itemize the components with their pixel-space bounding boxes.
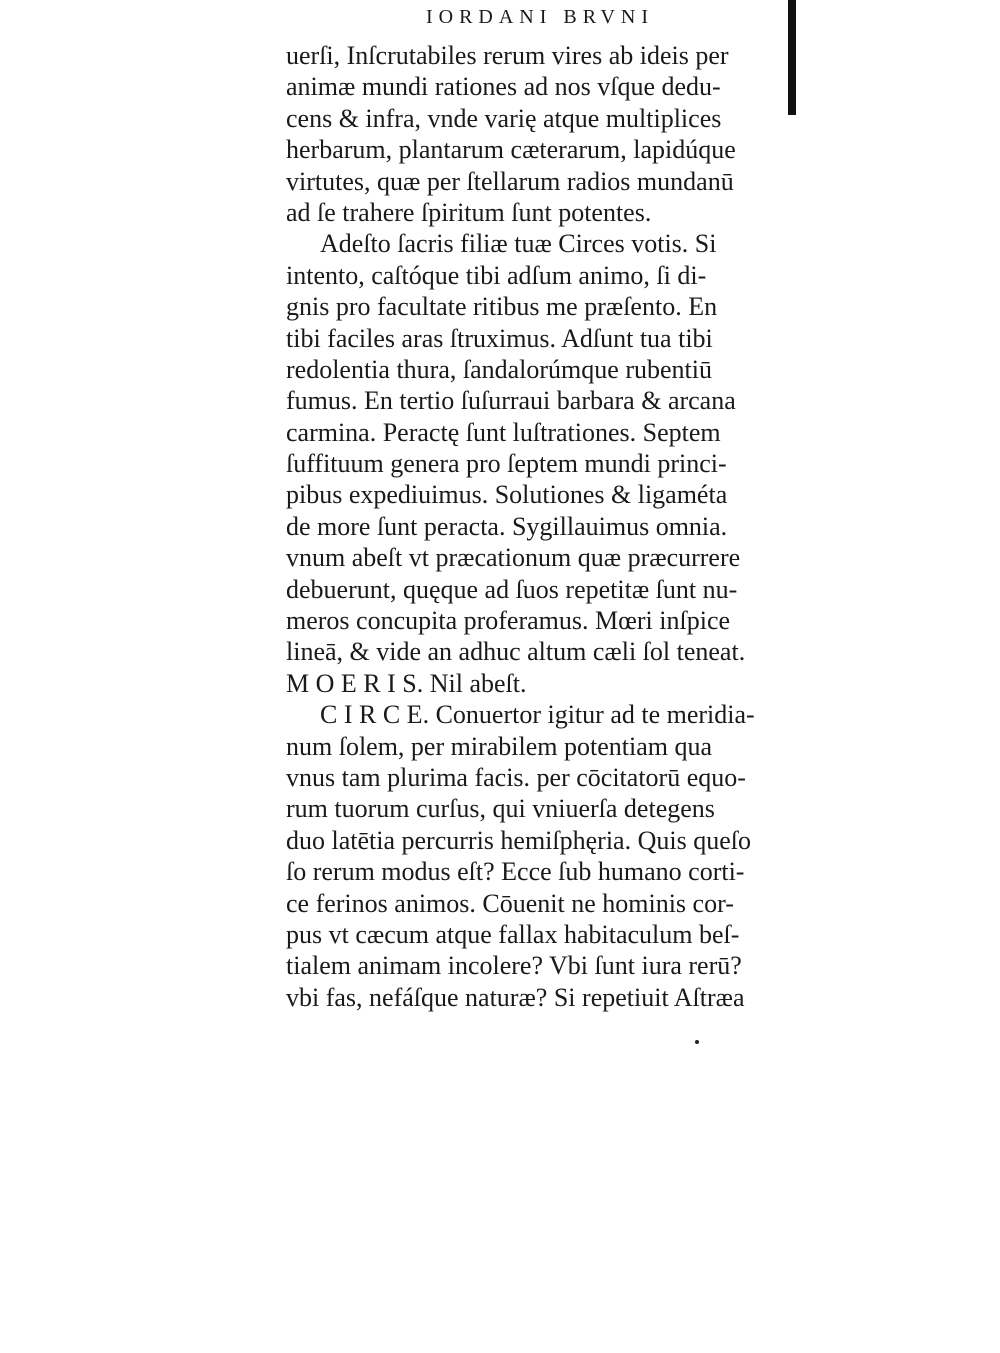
text-line: vnum abeſt vt præcationum quæ præcurrere [286,543,741,573]
text-line: de more ſunt peracta. Sygillauimus omnia. [286,511,728,541]
text-line: num ſolem, per mirabilem potentiam qua [286,731,713,761]
text-line: ſo rerum modus eſt? Ecce ſub humano corti- [286,857,745,887]
text-line: redolentia thura, ſandalorúmque rubentiū [286,354,712,384]
text-line: cens & infra, vnde varię atque multiplices [286,103,722,133]
text-line: uerſi, Inſcrutabiles rerum vires ab ideis per [286,41,729,70]
speaker-line-circe: C I R C E. Conuertor igitur ad te meridia- [320,700,755,730]
text-line: fumus. En tertio ſuſurraui barbara & arcana [286,386,736,416]
text-line: pibus expediuimus. Solutiones & ligaméta [286,480,728,510]
text-line: vnus tam plurima facis. per cōcitatorū equo- [286,762,746,792]
text-line: tialem animam incolere? Vbi ſunt iura rerū? [286,951,742,981]
text-line: rum tuorum curſus, qui vniuerſa detegens [286,794,715,824]
text-line: herbarum, plantarum cæterarum, lapidúque [286,135,736,165]
text-line: animæ mundi rationes ad nos vſque dedu- [286,72,721,102]
text-line: ad ſe trahere ſpiritum ſunt potentes. [286,197,652,227]
paragraph-start-line: Adeſto ſacris filiæ tuæ Circes votis. Si [320,229,717,259]
text-line: duo latētia percurris hemiſphęria. Quis queſo [286,825,751,855]
scan-edge-bar [788,0,796,115]
text-line: intento, caſtóque tibi adſum animo, ſi di- [286,260,707,290]
body-text [286,40,786,1013]
text-line: carmina. Peractę ſunt luſtrationes. Septem [286,417,721,447]
text-line: ſuffituum genera pro ſeptem mundi princi- [286,449,727,479]
text-line: meros concupita proferamus. Mœri inſpice [286,606,731,636]
text-line: gnis pro facultate ritibus me præſento. En [286,292,718,322]
text-line: pus vt cæcum atque fallax habitaculum beſ- [286,919,740,949]
ink-speck [695,1040,699,1044]
text-line: ce ferinos animos. Cōuenit ne hominis cor- [286,888,734,918]
text-line: vbi fas, nefáſque naturæ? Si repetiuit Aſtræa [286,982,745,1012]
text-line: lineā, & vide an adhuc altum cæli ſol teneat. [286,637,746,667]
text-line: tibi faciles aras ſtruximus. Adſunt tua tibi [286,323,713,353]
speaker-line-moeris: M O E R I S. Nil abeſt. [286,668,527,698]
running-head: IORDANI BRVNI [425,6,655,28]
text-line: debuerunt, quęque ad ſuos repetitæ ſunt nu- [286,574,738,604]
text-line: virtutes, quæ per ſtellarum radios mundanū [286,166,734,196]
